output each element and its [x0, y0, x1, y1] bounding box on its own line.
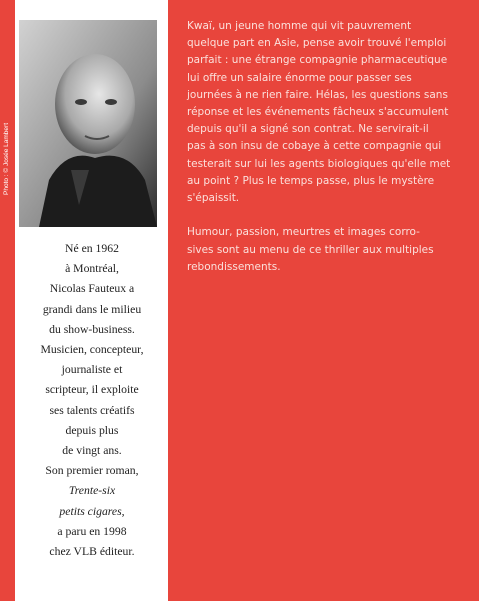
- blurb-line: Kwaï, un jeune homme qui vit pauvrement: [187, 20, 412, 32]
- blurb-line: quelque part en Asie, pense avoir trouvé l'emploi: [187, 37, 447, 50]
- bio-line: à Montréal,: [65, 262, 119, 276]
- blurb-line: journées à ne rien faire. Hélas, les questions sans: [187, 88, 448, 101]
- bio-line: Son premier roman,: [45, 464, 139, 478]
- blurb-line: pas à son insu de cobaye à cette compagnie qui: [187, 140, 442, 153]
- bio-book-title: petits cigares,: [59, 504, 125, 518]
- bio-line: ses talents créatifs: [49, 403, 135, 417]
- bio-line: Nicolas Fauteux a: [49, 282, 135, 296]
- bio-line: grandi dans le milieu: [42, 302, 142, 316]
- blurb-line: sives sont au menu de ce thriller aux multiples: [187, 243, 434, 256]
- blurb-line: s'épaissit.: [187, 192, 240, 205]
- bio-book-title: Trente-six: [68, 484, 116, 498]
- author-bio: [19, 239, 165, 562]
- bio-line: de vingt ans.: [62, 444, 122, 458]
- photo-credit: Photo : © Josée Lambert: [3, 123, 10, 195]
- book-blurb: [187, 18, 463, 276]
- blurb-line: Humour, passion, meurtres et images corro-: [187, 226, 420, 239]
- blurb-line: réponse et les événements fâcheux s'accumulent: [187, 106, 449, 119]
- bio-line: journaliste et: [61, 363, 123, 377]
- blurb-line: parfait : une étrange compagnie pharmaceutique: [187, 54, 448, 67]
- bio-line: chez VLB éditeur.: [49, 545, 135, 559]
- blurb-line: testerait sur lui les agents biologiques qu'elle met: [187, 157, 451, 170]
- bio-line: a paru en 1998: [57, 524, 127, 538]
- paragraph-gap: [187, 207, 463, 224]
- bio-line: scripteur, il exploite: [45, 383, 139, 397]
- blurb-line: depuis qu'il a signé son contrat. Ne servirait-il: [187, 123, 429, 136]
- bio-line: du show-business.: [49, 322, 135, 336]
- bio-line: depuis plus: [65, 423, 119, 437]
- author-photo: [19, 20, 157, 227]
- blurb-line: lui offre un salaire énorme pour passer ses: [187, 71, 412, 84]
- bio-line: Musicien, concepteur,: [40, 343, 144, 357]
- blurb-line: rebondissements.: [187, 260, 281, 273]
- blurb-line: au point ? Plus le temps passe, plus le mystère: [187, 174, 435, 187]
- bio-line: Né en 1962: [65, 242, 119, 255]
